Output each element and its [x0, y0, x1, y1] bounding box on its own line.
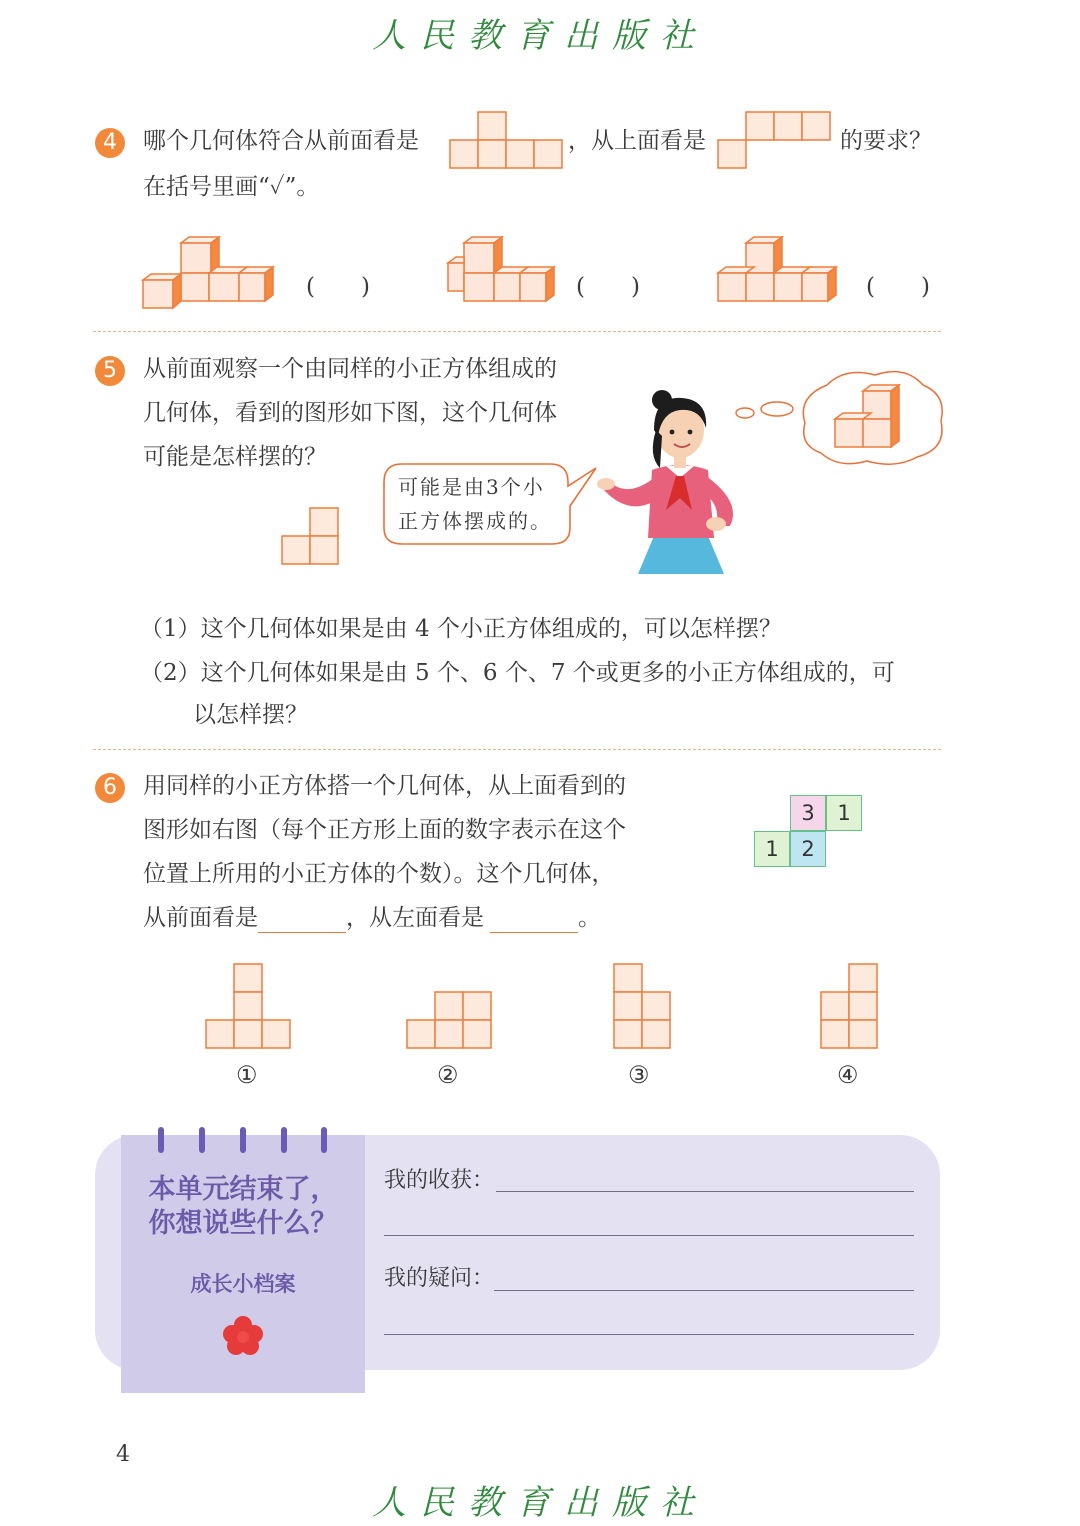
q4-option-solid-a: [143, 235, 278, 310]
grid-cell-bottom-right: 2: [790, 831, 826, 867]
q4-option-solid-b: [446, 235, 566, 310]
q6-option-label-3: ③: [628, 1061, 650, 1089]
q5-text-line2: 几何体，看到的图形如下图，这个几何体: [143, 400, 557, 426]
q6-text-line4: [143, 903, 601, 933]
q6-option-label-4: ④: [837, 1061, 859, 1089]
q6-text-line4-c: 。: [578, 905, 601, 931]
q4-text-line2: 在括号里画“✓”。: [143, 174, 320, 200]
archive-subtitle: 成长小档案: [190, 1272, 296, 1296]
q4-answer-bracket-a[interactable]: ( ): [306, 274, 370, 300]
publisher-watermark-top: 人民教育出版社: [372, 16, 708, 56]
divider-1: [93, 331, 941, 332]
notebook-ring-5: [321, 1127, 327, 1153]
q6-option-label-1: ①: [236, 1061, 258, 1089]
q5-subquestion-1: （1）这个几何体如果是由 4 个小正方体组成的，可以怎样摆？: [140, 616, 782, 642]
question-number-5: 5: [95, 356, 125, 386]
publisher-watermark-bottom: 人民教育出版社: [372, 1483, 708, 1523]
notebook-ring-3: [240, 1127, 246, 1153]
q5-text-line3: 可能是怎样摆的？: [143, 444, 327, 470]
q5-front-view-figure: [280, 506, 342, 568]
q4-answer-bracket-b[interactable]: ( ): [576, 274, 640, 300]
notebook-ring-2: [199, 1127, 205, 1153]
speech-bubble-text-2: 正方体摆成的。: [398, 509, 552, 533]
girl-illustration: [596, 386, 756, 576]
notebook-ring-4: [281, 1127, 287, 1153]
q4-option-solid-c: [718, 235, 843, 310]
gain-label: 我的收获：: [384, 1168, 495, 1193]
question-number-4: 4: [95, 128, 125, 158]
gain-writing-line-1[interactable]: [496, 1191, 914, 1192]
q4-answer-bracket-c[interactable]: ( ): [866, 274, 930, 300]
q4-text-part1: 哪个几何体符合从前面看是: [143, 128, 419, 154]
q4-text-part2: ，从上面看是: [568, 128, 706, 154]
gain-writing-line-2[interactable]: [384, 1235, 914, 1236]
q6-option-shape-3: [612, 962, 674, 1054]
page-number: 4: [116, 1442, 130, 1467]
q6-option-shape-1: [204, 962, 296, 1054]
q6-option-shape-4: [819, 962, 881, 1054]
q6-text-line1: 用同样的小正方体搭一个几何体，从上面看到的: [143, 773, 626, 799]
q4-front-view-figure: [448, 110, 568, 172]
archive-note-panel: [121, 1135, 365, 1393]
grid-cell-top-right: 1: [826, 795, 862, 831]
front-view-answer-blank[interactable]: [258, 906, 346, 933]
speech-bubble-text-1: 可能是由3个小: [398, 475, 545, 499]
question-number-6: 6: [95, 773, 125, 803]
question-label: 我的疑问：: [384, 1266, 495, 1291]
question-writing-line-1[interactable]: [494, 1290, 914, 1291]
q5-subquestion-2-line2: 以怎样摆？: [193, 702, 308, 728]
question-writing-line-2[interactable]: [384, 1334, 914, 1335]
divider-2: [93, 749, 941, 750]
thought-bubble: [735, 365, 950, 470]
archive-title-line1: 本单元结束了，: [148, 1174, 338, 1205]
archive-title-line2: 你想说些什么？: [148, 1208, 338, 1239]
q6-option-shape-2: [405, 990, 497, 1052]
q4-top-view-figure: [716, 110, 836, 172]
q6-text-line2: 图形如右图（每个正方形上面的数字表示在这个: [143, 817, 626, 843]
q5-text-line1: 从前面观察一个由同样的小正方体组成的: [143, 356, 557, 382]
flower-icon: [221, 1315, 265, 1357]
q4-text-part3: 的要求？: [840, 128, 932, 154]
left-view-answer-blank[interactable]: [490, 906, 578, 933]
notebook-ring-1: [158, 1127, 164, 1153]
q6-option-label-2: ②: [437, 1061, 459, 1089]
q6-text-line3: 位置上所用的小正方体的个数）。这个几何体，: [143, 861, 615, 887]
q6-text-line4-a: 从前面看是: [143, 905, 258, 931]
grid-cell-bottom-left: 1: [754, 831, 790, 867]
q5-subquestion-2-line1: （2）这个几何体如果是由 5 个、6 个、7 个或更多的小正方体组成的，可: [140, 660, 895, 686]
grid-cell-top-left: 3: [790, 795, 826, 831]
q6-text-line4-b: ，从左面看是: [346, 905, 484, 931]
